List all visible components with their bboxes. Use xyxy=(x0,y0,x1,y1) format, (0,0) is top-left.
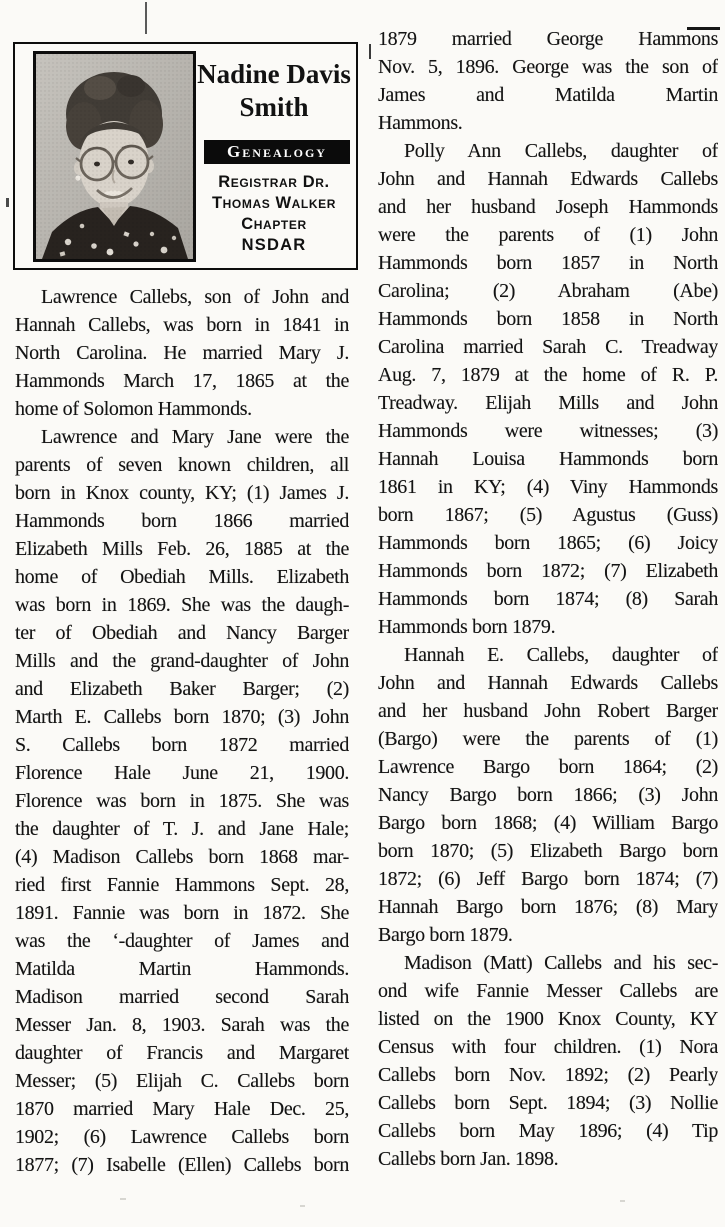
registrar-line: NSDAR xyxy=(241,236,307,254)
text-line: S. Callebs born 1872 married xyxy=(15,734,349,756)
text-line: Carolina married Sarah C. Treadway xyxy=(378,336,718,358)
columnist-name xyxy=(195,58,353,124)
text-line: Hannah Callebs, was born in 1841 in xyxy=(15,314,349,336)
text-line: Hammons. xyxy=(378,112,463,134)
text-line: 1902; (6) Lawrence Callebs born xyxy=(15,1126,349,1148)
text-line: parents of seven known children, all xyxy=(15,454,349,476)
text-line: 1877; (7) Isabelle (Ellen) Callebs born xyxy=(15,1154,349,1176)
text-line: Hammonds born 1858 in North xyxy=(378,308,718,330)
text-line: Hannah Louisa Hammonds born xyxy=(378,448,718,470)
text-line: James and Matilda Martin xyxy=(378,84,718,106)
text-line: Hammonds born 1865; (6) Joicy xyxy=(378,532,718,554)
text-line: Callebs born Nov. 1892; (2) Pearly xyxy=(378,1064,718,1086)
text-line: North Carolina. He married Mary J. xyxy=(15,342,349,364)
text-line: were the parents of (1) John xyxy=(378,224,718,246)
text-line: listed on the 1900 Knox County, KY xyxy=(378,1008,718,1030)
text-line: and Elizabeth Baker Barger; (2) xyxy=(15,678,349,700)
scan-noise-speck xyxy=(120,1198,126,1200)
text-line: Lawrence Bargo born 1864; (2) xyxy=(378,756,718,778)
text-line: Messer Jan. 8, 1903. Sarah was the xyxy=(15,1014,349,1036)
registrar-line: Registrar Dr. xyxy=(218,173,330,191)
text-line: Madison (Matt) Callebs and his sec- xyxy=(404,952,718,974)
genealogy-banner: Genealogy xyxy=(204,140,350,164)
text-line: Hammonds born 1874; (8) Sarah xyxy=(378,588,718,610)
text-line: Aug. 7, 1879 at the home of R. P. xyxy=(378,364,718,386)
text-line: and her husband John Robert Barger xyxy=(378,700,718,722)
text-line: Callebs born May 1896; (4) Tip xyxy=(378,1120,718,1142)
text-line: 1891. Fannie was born in 1872. She xyxy=(15,902,349,924)
text-line: Mills and the grand-daughter of John xyxy=(15,650,349,672)
text-line: was born in 1869. She was the daugh- xyxy=(15,594,349,616)
registrar-line: Thomas Walker xyxy=(211,194,337,212)
text-line: ried first Fannie Hammons Sept. 28, xyxy=(15,874,349,896)
text-line: home of Solomon Hammonds. xyxy=(15,398,252,420)
text-line: ond wife Fannie Messer Callebs are xyxy=(378,980,718,1002)
text-line: Matilda Martin Hammonds. xyxy=(15,958,349,980)
text-line: the daughter of T. J. and Jane Hale; xyxy=(15,818,349,840)
text-line: Census with four children. (1) Nora xyxy=(378,1036,718,1058)
right-column-text xyxy=(378,25,718,1173)
text-line: was the ‘-daughter of James and xyxy=(15,930,349,952)
registrar-title xyxy=(189,172,359,256)
text-line: Florence Hale June 21, 1900. xyxy=(15,762,349,784)
text-line: Bargo born 1879. xyxy=(378,924,513,946)
text-line: Nancy Bargo born 1866; (3) John xyxy=(378,784,718,806)
text-line: Hammonds were witnesses; (3) xyxy=(378,420,718,442)
registrar-line: Chapter xyxy=(241,215,307,233)
text-line: daughter of Francis and Margaret xyxy=(15,1042,349,1064)
text-line: Lawrence Callebs, son of John and xyxy=(41,286,349,308)
text-line: born 1867; (5) Agustus (Guss) xyxy=(378,504,718,526)
text-line: born in Knox county, KY; (1) James J. xyxy=(15,482,349,504)
text-line: 1879 married George Hammons xyxy=(378,28,718,50)
scan-artifact-vertical-tick xyxy=(145,2,147,34)
text-line: Hammonds born 1872; (7) Elizabeth xyxy=(378,560,718,582)
text-line: Hammonds born 1857 in North xyxy=(378,252,718,274)
text-line: Florence was born in 1875. She was xyxy=(15,790,349,812)
text-line: John and Hannah Edwards Callebs xyxy=(378,672,718,694)
scan-noise-speck xyxy=(300,1205,305,1207)
text-line: home of Obediah Mills. Elizabeth xyxy=(15,566,349,588)
portrait-illustration xyxy=(36,54,193,259)
text-line: Elizabeth Mills Feb. 26, 1885 at the xyxy=(15,538,349,560)
columnist-name-line: Smith xyxy=(239,92,309,122)
text-line: Messer; (5) Elijah C. Callebs born xyxy=(15,1070,349,1092)
text-line: Lawrence and Mary Jane were the xyxy=(41,426,349,448)
text-line: Hannah E. Callebs, daughter of xyxy=(404,644,718,666)
columnist-name-line: Nadine Davis xyxy=(197,59,351,89)
scan-noise-speck xyxy=(620,1200,625,1202)
text-line: Hannah Bargo born 1876; (8) Mary xyxy=(378,896,718,918)
text-line: Marth E. Callebs born 1870; (3) John xyxy=(15,706,349,728)
text-line: Polly Ann Callebs, daughter of xyxy=(404,140,718,162)
text-line: Hammonds born 1866 married xyxy=(15,510,349,532)
left-column-text xyxy=(15,283,349,1179)
text-line: Hammonds born 1879. xyxy=(378,616,556,638)
text-line: Hammonds March 17, 1865 at the xyxy=(15,370,349,392)
text-line: ter of Obediah and Nancy Barger xyxy=(15,622,349,644)
scan-artifact-edge-mark xyxy=(6,198,9,207)
scan-artifact-gutter-mark xyxy=(369,44,371,59)
columnist-photo xyxy=(33,51,196,262)
text-line: Callebs born Jan. 1898. xyxy=(378,1148,559,1170)
text-line: Treadway. Elijah Mills and John xyxy=(378,392,718,414)
text-line: Callebs born Sept. 1894; (3) Nollie xyxy=(378,1092,718,1114)
text-line: 1861 in KY; (4) Viny Hammonds xyxy=(378,476,718,498)
text-line: 1872; (6) Jeff Bargo born 1874; (7) xyxy=(378,868,718,890)
columnist-header-box xyxy=(13,42,358,270)
text-line: (Bargo) were the parents of (1) xyxy=(378,728,718,750)
text-line: (4) Madison Callebs born 1868 mar- xyxy=(15,846,349,868)
text-line: and her husband Joseph Hammonds xyxy=(378,196,718,218)
text-line: Madison married second Sarah xyxy=(15,986,349,1008)
text-line: born 1870; (5) Elizabeth Bargo born xyxy=(378,840,718,862)
text-line: Carolina; (2) Abraham (Abe) xyxy=(378,280,718,302)
text-line: Bargo born 1868; (4) William Bargo xyxy=(378,812,718,834)
text-line: Nov. 5, 1896. George was the son of xyxy=(378,56,718,78)
text-line: 1870 married Mary Hale Dec. 25, xyxy=(15,1098,349,1120)
text-line: John and Hannah Edwards Callebs xyxy=(378,168,718,190)
